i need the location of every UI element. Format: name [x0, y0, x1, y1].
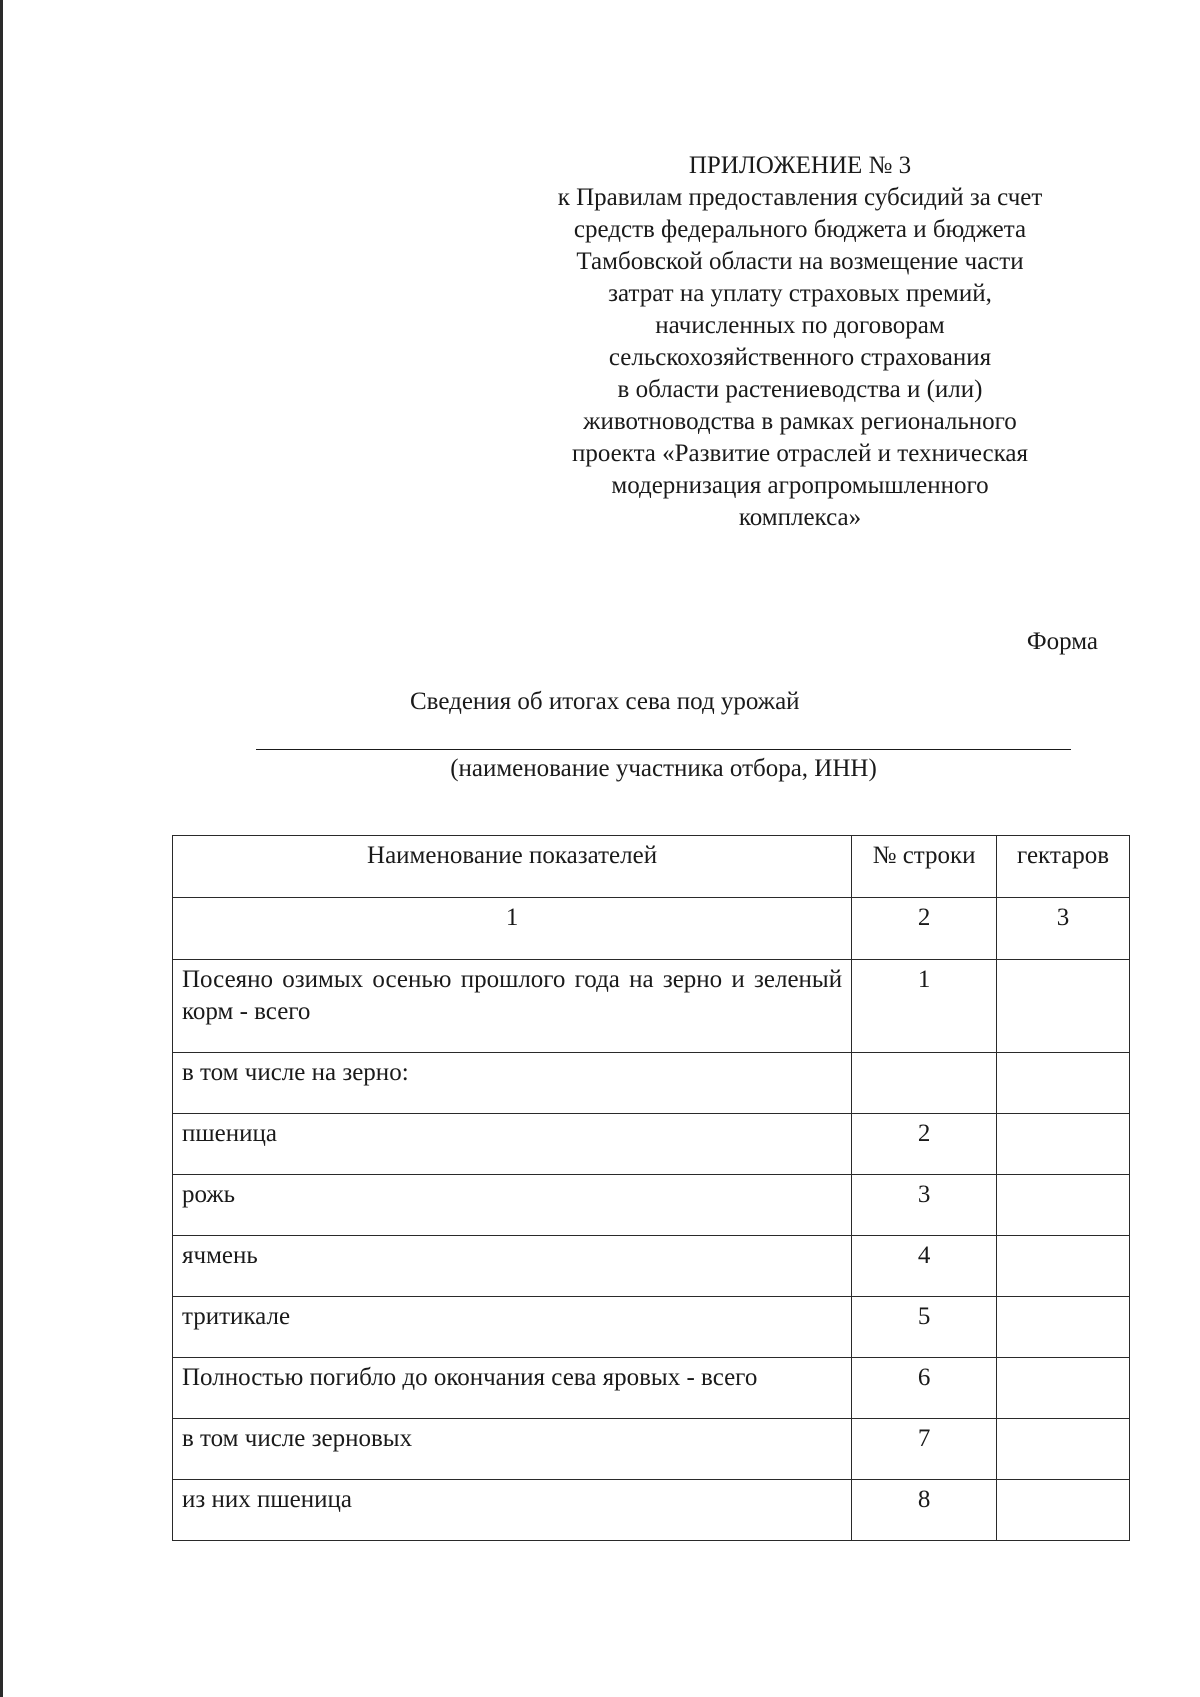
- indicator-cell: ячмень: [173, 1236, 852, 1297]
- line-number-cell: 2: [852, 1114, 997, 1175]
- appendix-line: к Правилам предоставления субсидий за счет: [557, 184, 1043, 211]
- line-number-cell: 7: [852, 1419, 997, 1480]
- table-row: [173, 1419, 1130, 1480]
- sowing-results-table: [172, 835, 1130, 1541]
- table-row: [173, 1480, 1130, 1541]
- hectares-cell[interactable]: [997, 1419, 1130, 1480]
- table-header-row: [173, 836, 1130, 898]
- table-row: [173, 1175, 1130, 1236]
- line-number-cell: 8: [852, 1480, 997, 1541]
- appendix-line: средств федерального бюджета и бюджета: [573, 216, 1027, 243]
- document-title: Сведения об итогах сева под урожай: [410, 688, 800, 715]
- scan-left-edge: [0, 0, 3, 1697]
- table-row: [173, 1114, 1130, 1175]
- appendix-line: начисленных по договорам: [655, 312, 945, 339]
- column-number: 3: [997, 898, 1130, 960]
- line-number-cell: 4: [852, 1236, 997, 1297]
- table-column-number-row: [173, 898, 1130, 960]
- indicator-cell: в том числе на зерно:: [173, 1053, 852, 1114]
- table-row: [173, 1236, 1130, 1297]
- appendix-line: модернизация агропромышленного: [611, 472, 989, 499]
- hectares-cell[interactable]: [997, 960, 1130, 1053]
- indicator-cell: тритикале: [173, 1297, 852, 1358]
- appendix-header: [500, 150, 1100, 534]
- appendix-title: ПРИЛОЖЕНИЕ № 3: [688, 152, 912, 179]
- participant-name-blank-line: [256, 749, 1071, 750]
- appendix-line: затрат на уплату страховых премий,: [608, 280, 992, 307]
- column-number: 1: [173, 898, 852, 960]
- table-row: [173, 960, 1130, 1053]
- indicator-cell: рожь: [173, 1175, 852, 1236]
- indicator-cell: Посеяно озимых осенью прошлого года на зерно и зеленый корм - всего: [173, 960, 852, 1053]
- table-row: [173, 1358, 1130, 1419]
- column-number: 2: [852, 898, 997, 960]
- appendix-line: Тамбовской области на возмещение части: [576, 248, 1024, 275]
- line-number-cell: 5: [852, 1297, 997, 1358]
- indicator-cell: в том числе зерновых: [173, 1419, 852, 1480]
- hectares-cell[interactable]: [997, 1297, 1130, 1358]
- indicator-cell: Полностью погибло до окончания сева яровых - всего: [173, 1358, 852, 1419]
- indicator-cell: пшеница: [173, 1114, 852, 1175]
- appendix-line: в области растениеводства и (или): [617, 376, 983, 403]
- hectares-cell[interactable]: [997, 1175, 1130, 1236]
- hectares-cell[interactable]: [997, 1236, 1130, 1297]
- participant-caption: (наименование участника отбора, ИНН): [450, 755, 877, 782]
- indicator-cell: из них пшеница: [173, 1480, 852, 1541]
- header-indicator-name: Наименование показателей: [173, 836, 852, 898]
- appendix-line: сельскохозяйственного страхования: [608, 344, 992, 371]
- form-label: Форма: [1026, 628, 1098, 655]
- hectares-cell[interactable]: [997, 1480, 1130, 1541]
- hectares-cell[interactable]: [997, 1053, 1130, 1114]
- appendix-line: проекта «Развитие отраслей и техническая: [571, 440, 1028, 467]
- line-number-cell: 6: [852, 1358, 997, 1419]
- header-hectares: гектаров: [997, 836, 1130, 898]
- appendix-line: животноводства в рамках регионального: [583, 408, 1017, 435]
- table-row: [173, 1053, 1130, 1114]
- hectares-cell[interactable]: [997, 1114, 1130, 1175]
- appendix-line: комплекса»: [738, 504, 862, 531]
- hectares-cell[interactable]: [997, 1358, 1130, 1419]
- table-row: [173, 1297, 1130, 1358]
- line-number-cell: 3: [852, 1175, 997, 1236]
- line-number-cell: 1: [852, 960, 997, 1053]
- header-line-number: № строки: [852, 836, 997, 898]
- line-number-cell: [852, 1053, 997, 1114]
